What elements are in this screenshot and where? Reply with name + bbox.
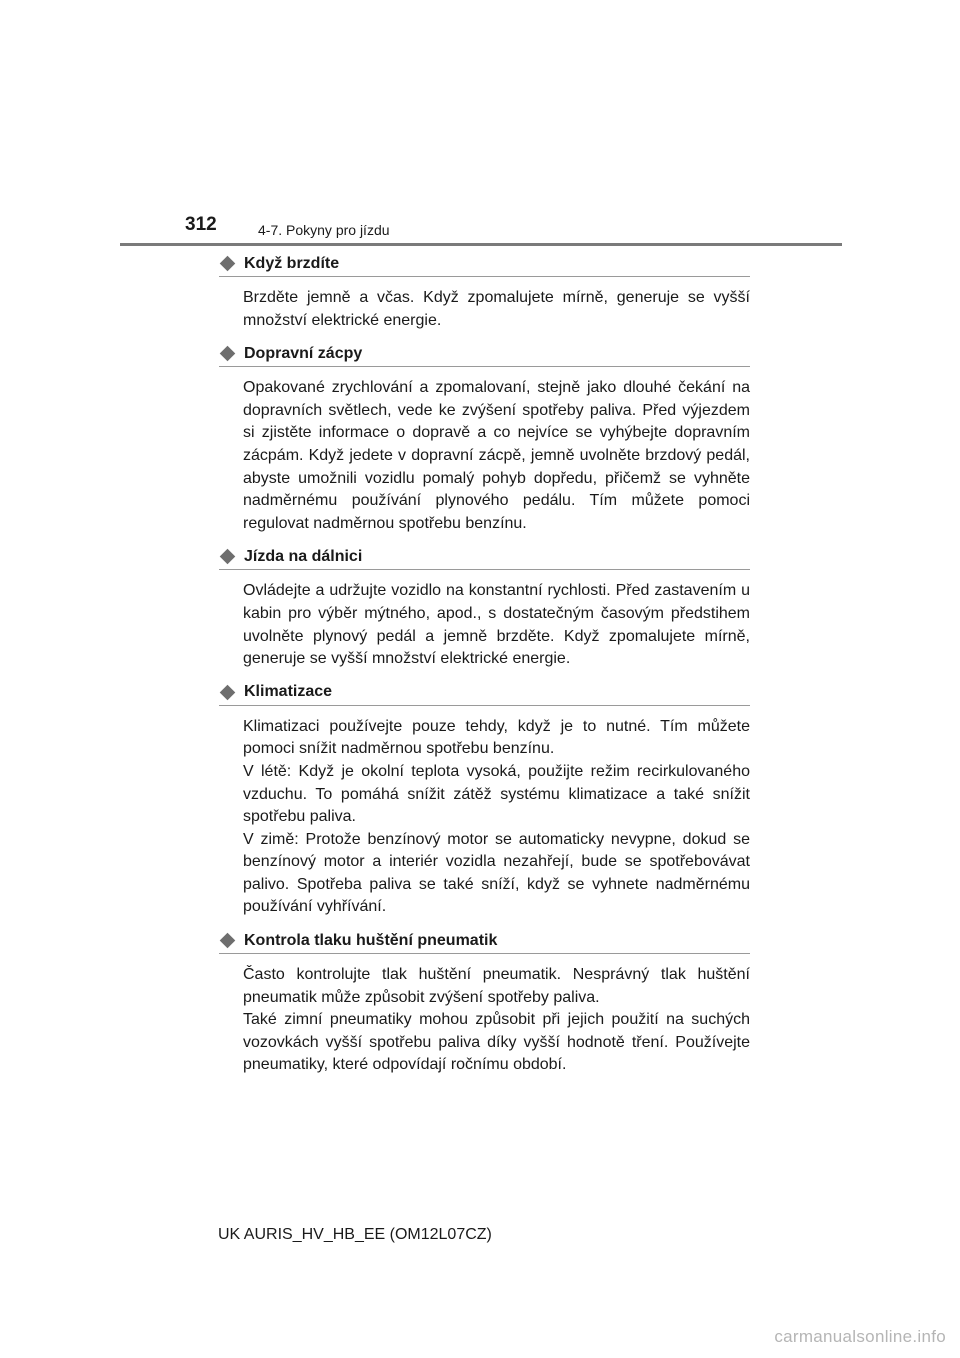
page-number: 312 <box>185 214 217 235</box>
diamond-bullet-icon <box>220 933 236 949</box>
paragraph: Také zimní pneumatiky mohou způsobit při jejich použití na suchých vozovkách vyšší spotřebu paliva díky vyšší hodnotě tření. Používejte pneumatiky, které odpovídají ročnímu období. <box>243 1011 750 1074</box>
model-code-footer: UK AURIS_HV_HB_EE (OM12L07CZ) <box>218 1226 492 1243</box>
header-divider <box>120 243 842 246</box>
section-body <box>243 287 750 332</box>
section-braking <box>219 251 750 332</box>
paragraph: Opakované zrychlování a zpomalovaní, stejně jako dlouhé čekání na dopravních světlech, vede ke zvýšení spotřeby paliva. Před výjezdem si zjistěte informace o dopravě a co nejvíce se vyhýbejte dopravním zácpám. Když jedete v dopravní zácpě, jemně uvolněte brzdový pedál, abyste umožnili vozidlu pomalý pohyb dopředu, přičemž se vyhněte nadměrnému používání plynového pedálu. Tím můžete pomoci regulovat nadměrnou spotřebu benzínu. <box>243 379 750 532</box>
paragraph: Klimatizaci používejte pouze tehdy, když je to nutné. Tím můžete pomoci snížit nadměrnou spotřebu benzínu. <box>243 717 750 758</box>
section-tire-pressure <box>219 928 750 1077</box>
page-content <box>219 251 750 1086</box>
section-heading <box>219 680 750 706</box>
diamond-bullet-icon <box>220 256 236 272</box>
page-header <box>0 0 960 250</box>
section-air-conditioning <box>219 680 750 919</box>
paragraph: V zimě: Protože benzínový motor se automaticky nevypne, dokud se benzínový motor a interiér vozidla nezahřejí, bude se spotřebovávat palivo. Spotřeba paliva se také sníží, když se vyhnete nadměrnému používání vyhřívání. <box>243 830 750 916</box>
chapter-title: 4-7. Pokyny pro jízdu <box>258 222 390 238</box>
section-title: Dopravní zácpy <box>244 344 363 362</box>
section-title: Když brzdíte <box>244 254 340 272</box>
section-title: Klimatizace <box>244 683 333 701</box>
section-body <box>243 580 750 670</box>
section-traffic-jams <box>219 341 750 535</box>
section-body <box>243 964 750 1077</box>
section-body <box>243 716 750 919</box>
section-heading <box>219 341 750 367</box>
paragraph: Často kontrolujte tlak huštění pneumatik. Nesprávný tlak huštění pneumatik může způsobit zvýšení spotřeby paliva. <box>243 966 750 1006</box>
paragraph: V létě: Když je okolní teplota vysoká, použijte režim recirkulovaného vzduchu. To pomáhá snížit zátěž systému klimatizace a také snížit spotřebu paliva. <box>243 762 750 826</box>
section-title: Jízda na dálnici <box>244 547 363 565</box>
paragraph: Brzděte jemně a včas. Když zpomalujete mírně, generuje se vyšší množství elektrické energie. <box>243 289 750 329</box>
section-highway-driving <box>219 544 750 670</box>
watermark: carmanualsonline.info <box>774 1327 946 1346</box>
section-heading <box>219 544 750 570</box>
paragraph: Ovládejte a udržujte vozidlo na konstantní rychlosti. Před zastavením u kabin pro výběr mýtného, apod., s dostatečným časovým předstihem uvolněte plynový pedál a jemně brzděte. Když zpomalujete mírně, generuje se vyšší množství elektrické energie. <box>243 582 750 668</box>
diamond-bullet-icon <box>220 549 236 565</box>
section-body <box>243 377 750 535</box>
diamond-bullet-icon <box>220 346 236 362</box>
section-heading <box>219 928 750 954</box>
section-heading <box>219 251 750 277</box>
section-title: Kontrola tlaku huštění pneumatik <box>244 931 498 949</box>
diamond-bullet-icon <box>220 684 236 700</box>
